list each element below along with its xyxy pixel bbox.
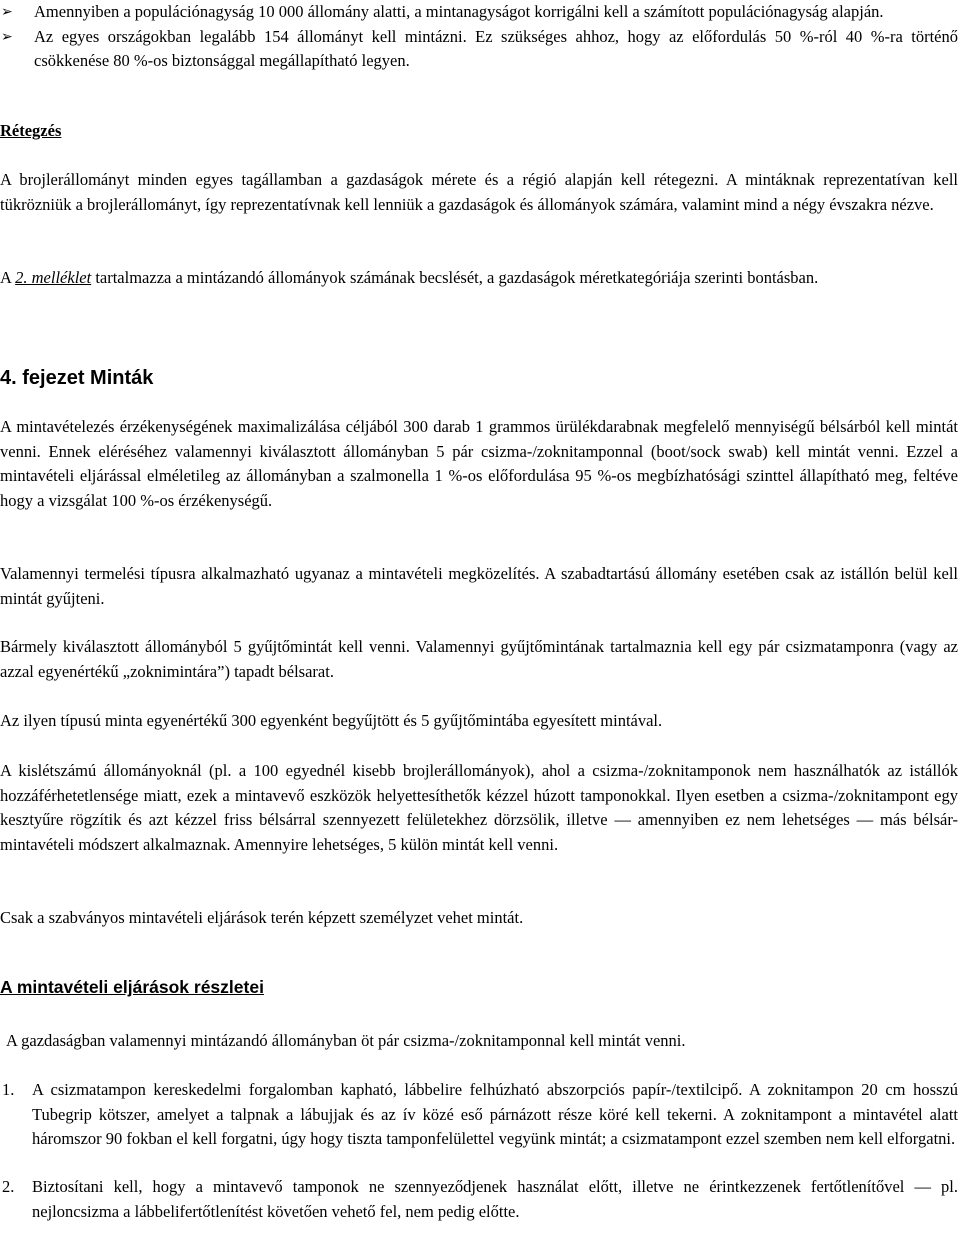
bullet-list [0,0,958,74]
chapter-paragraph-1: A mintavételezés érzékenységének maximalizálása céljából 300 darab 1 grammos ürülékdarabnak megfelelő mennyiségű bélsárból kell mintát venni. Ennek eléréséhez valamennyi kiválasztott állományban 5 pár csizma-/zoknitamponnal (boot/sock swab) kell mintát venni. Ezzel a mintavételi eljárással elméletileg az állományban a szalmonella 1 %-os előfordulása 95 %-os megbízhatósági szinttel állapítható meg, feltéve hogy a vizsgálat 100 %-os érzékenységű. [0,417,958,510]
chapter-paragraph-6: Csak a szabványos mintavételi eljárások terén képzett személyzet vehet mintát. [0,908,524,927]
procedure-item [0,1175,958,1224]
chapter-paragraph-5: A kislétszámú állományoknál (pl. a 100 egyednél kisebb brojlerállományok), ahol a csizma-/zoknitamponok nem használhatók az istállók hozzáférhetetlensége miatt, ezek a mintavevő eszközök helyettesíthetők kézzel húzott tamponokkal. Ilyen esetben a csizma-/zoknitampont egy kesztyűre rögzítik és azt kézzel friss bélsárral szennyezett felületekhez dörzsölik, illetve — amennyiben ez nem lehetséges — más bélsár-mintavételi módszert alkalmaznak. Amennyire lehetséges, 5 külön mintát kell venni. [0,761,958,854]
retegzes-paragraph-1: A brojlerállományt minden egyes tagállamban a gazdaságok mérete és a régió alapján kell rétegezni. A mintáknak reprezentatívan kell tükrözniük a brojlerállományt, így reprezentatívnak kell lenniük a gazdaságok és állományok számára, valamint mind a négy évszakra nézve. [0,170,958,214]
arrow-bullet-icon: ➢ [1,4,13,20]
procedure-list [0,1078,958,1152]
chapter-paragraph-3: Bármely kiválasztott állományból 5 gyűjtőmintát kell venni. Valamennyi gyűjtőmintának tartalmaznia kell egy pár csizmatamponra (vagy az azzal egyenértékű „zoknimintára”) tapadt bélsarat. [0,637,958,681]
item-number: 1. [2,1080,15,1099]
procedure-item [0,1078,958,1152]
item-text: A csizmatampon kereskedelmi forgalomban kapható, lábbelire felhúzható abszorpciós papír-/textilcipő. A zoknitampon 20 cm hosszú Tubegrip kötszer, amelyet a talpnak a lábujjak és az ív közé eső párnázott része köré kell tekerni. A zoknitampont a mintavétel alatt háromszor 90 fokban el kell forgatni, úgy hogy tiszta tamponfelülettel vegyünk mintát; a csizmatampont ezzel szemben nem kell elforgatni. [32,1080,958,1148]
bullet-item [0,25,958,74]
details-heading: A mintavételi eljárások részletei [0,977,264,997]
bullet-text: Amennyiben a populációnagyság 10 000 állomány alatti, a mintanagyságot korrigálni kell a számított populációnagyság alapján. [34,2,884,21]
chapter-paragraph-4: Az ilyen típusú minta egyenértékű 300 egyenként begyűjtött és 5 gyűjtőmintába egyesített mintával. [0,711,663,730]
retegzes-paragraph-2 [0,266,958,291]
bullet-item [0,0,958,25]
bullet-text: Az egyes országokban legalább 154 állományt kell mintázni. Ez szükséges ahhoz, hogy az előfordulás 50 %-ról 40 %-ra történő csökkenése 80 %-os biztonsággal megállapítható legyen. [34,26,958,70]
item-text: Biztosítani kell, hogy a mintavevő tamponok ne szennyeződjenek használat előtt, illetve ne érintkezzenek fertőtlenítővel — pl. nejloncsizma a lábbelifertőtlenítést követően vehető fel, nem pedig előtte. [32,1177,958,1221]
annex-link[interactable]: 2. melléklet [15,268,92,287]
section-heading-retegzes: Rétegzés [0,121,62,140]
procedure-list-continued [0,1175,958,1224]
paragraph-prefix: A [0,268,16,287]
arrow-bullet-icon: ➢ [1,28,13,45]
item-number: 2. [2,1177,15,1196]
paragraph-suffix: tartalmazza a mintázandó állományok számának becslését, a gazdaságok méretkategóriája szerinti bontásban. [91,268,819,287]
chapter-paragraph-2: Valamennyi termelési típusra alkalmazható ugyanaz a mintavételi megközelítés. A szabadtartású állomány esetében csak az istállón belül kell mintát gyűjteni. [0,564,958,608]
chapter-title: 4. fejezet Minták [0,367,154,389]
details-intro: A gazdaságban valamennyi mintázandó állományban öt pár csizma-/zoknitamponnal kell mintát venni. [6,1031,686,1050]
